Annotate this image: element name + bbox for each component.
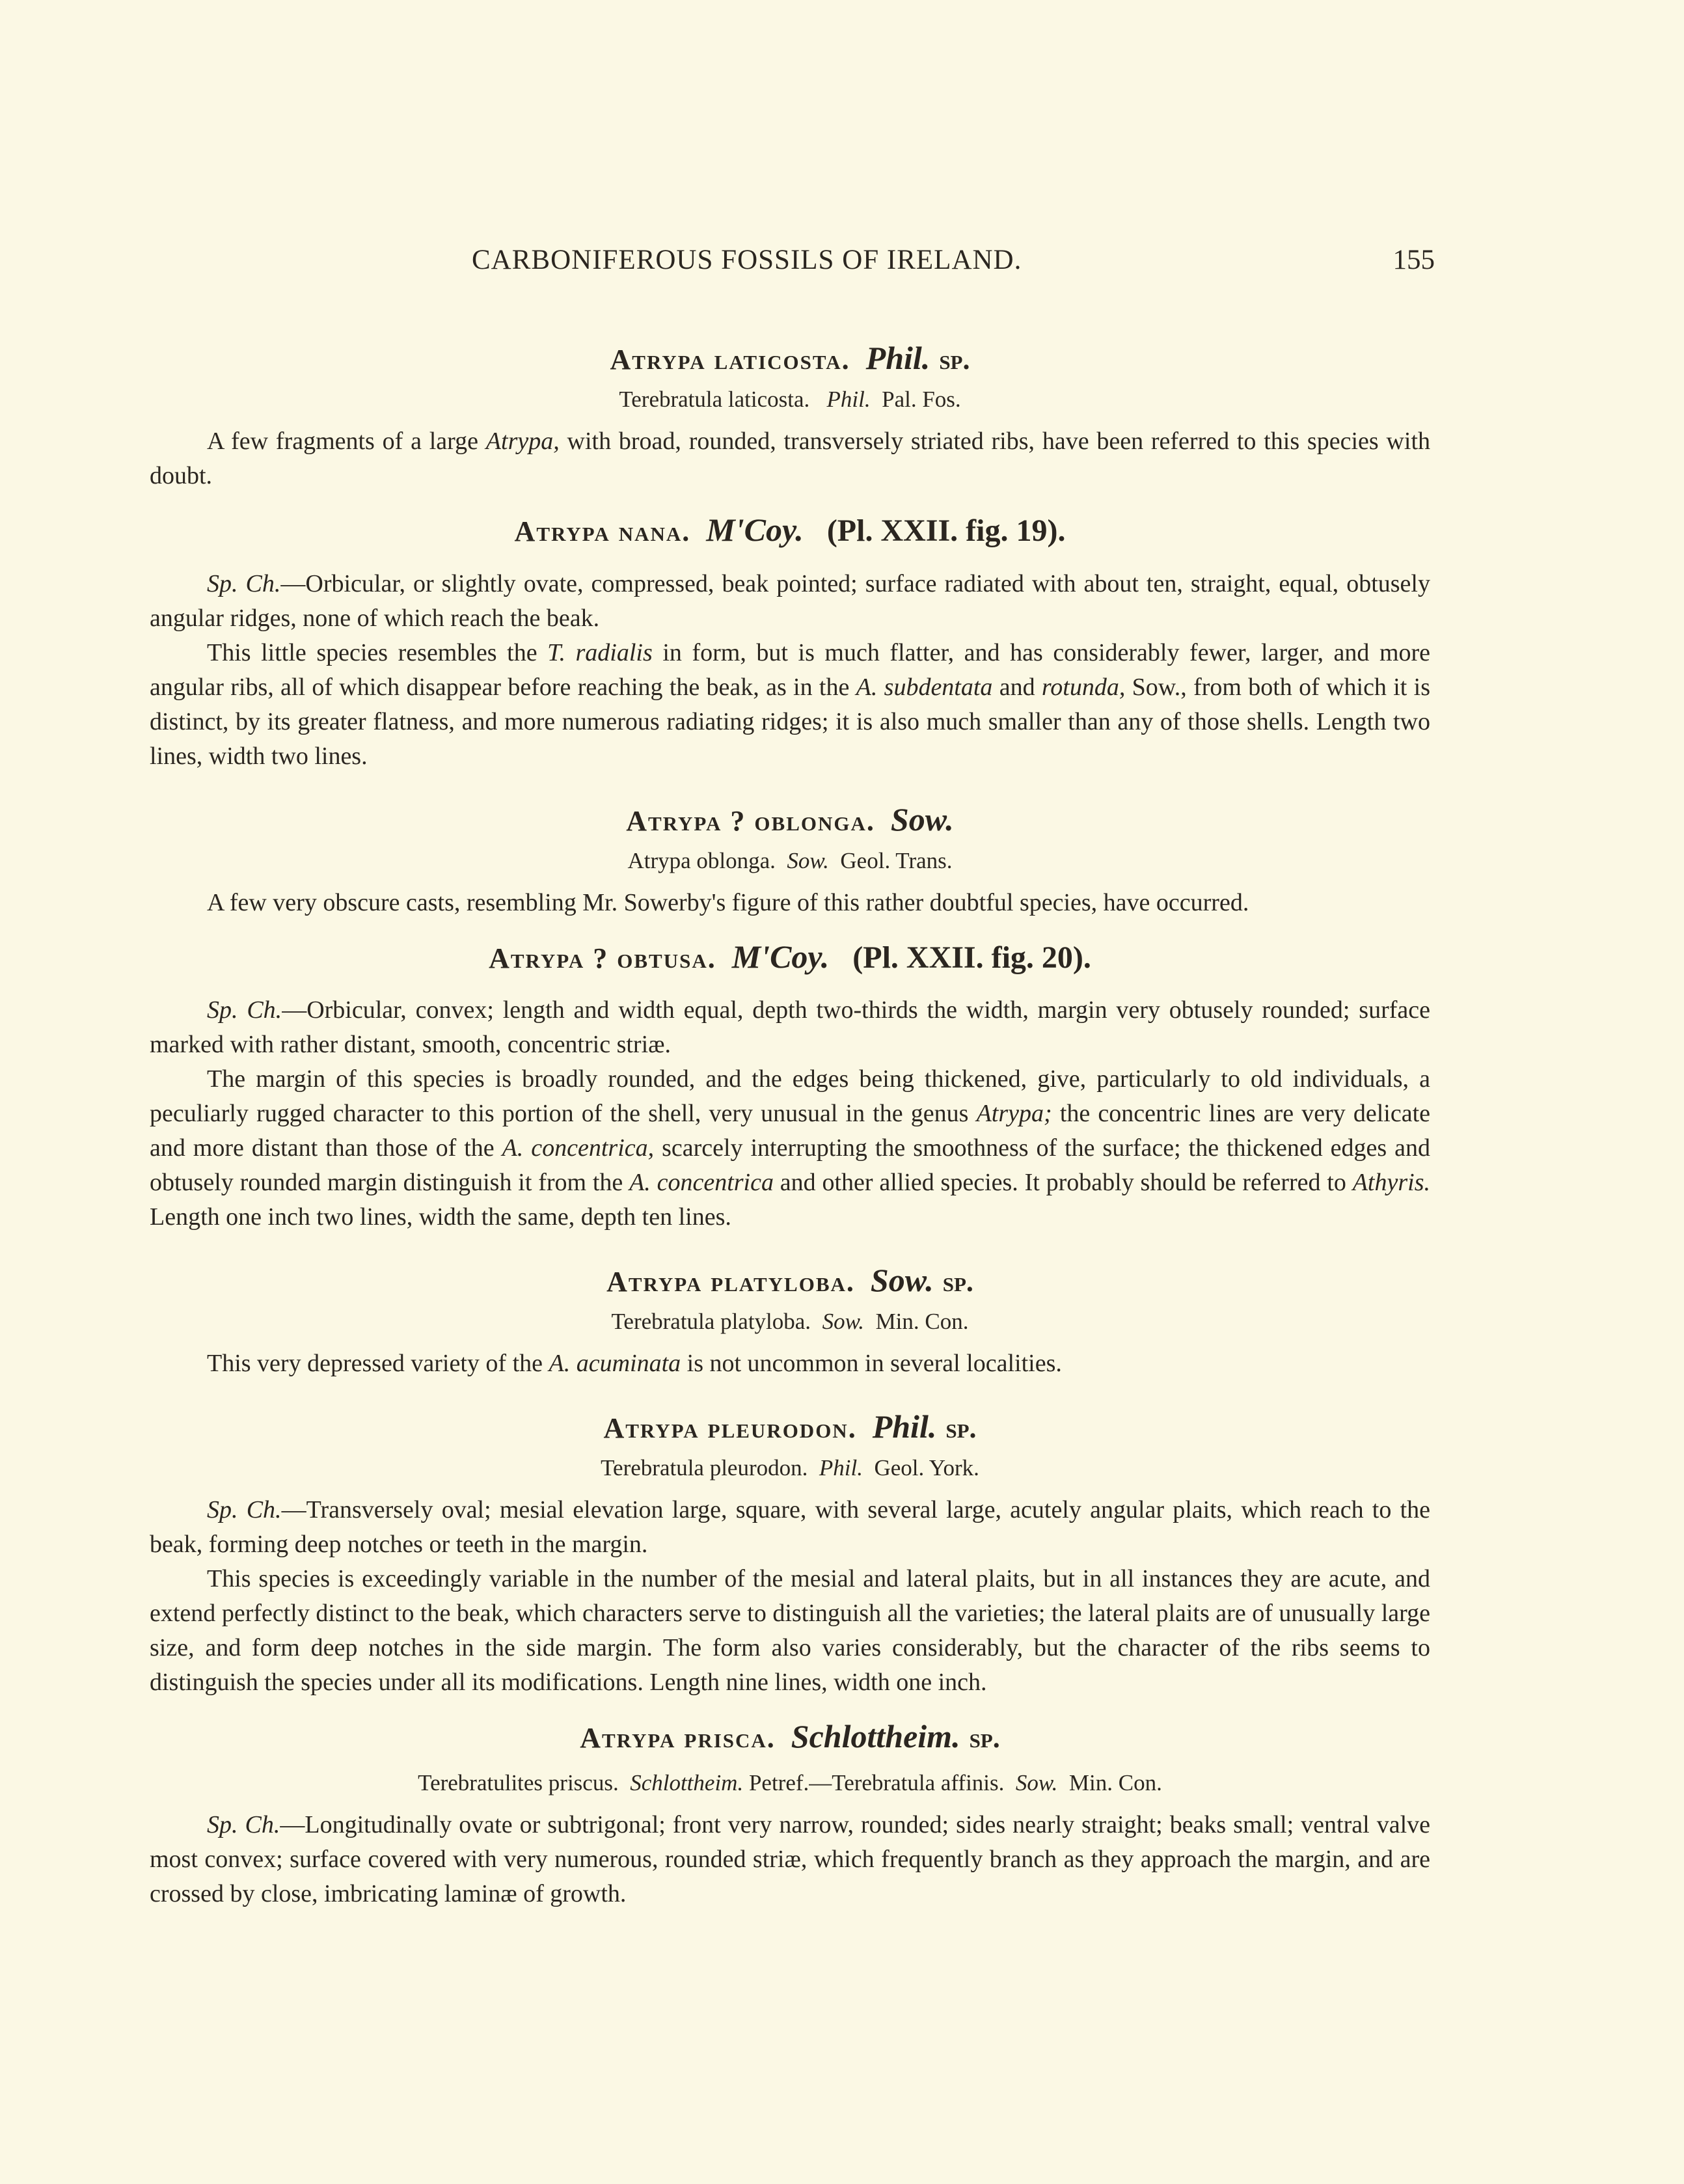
page-number: 155 bbox=[1392, 245, 1435, 275]
species-heading-oblonga: Atrypa ? oblonga. Sow. bbox=[626, 800, 954, 838]
synonym-line: Terebratula platyloba. Sow. Min. Con. bbox=[611, 1309, 969, 1335]
running-title: CARBONIFEROUS FOSSILS OF IRELAND. bbox=[472, 245, 1022, 275]
species-heading-obtusa: Atrypa ? obtusa. M'Coy. (Pl. XXII. fig. 20). bbox=[489, 938, 1091, 975]
species-heading-platyloba: Atrypa platyloba. Sow. sp. bbox=[606, 1262, 973, 1299]
synonym-line: Terebratula laticosta. Phil. Pal. Fos. bbox=[619, 387, 961, 412]
species-heading-laticosta: Atrypa laticosta. Phil. sp. bbox=[610, 340, 970, 376]
page-header bbox=[150, 244, 1435, 283]
paragraph: A few fragments of a large Atrypa, with broad, rounded, transversely striated ribs, have been referred to this species with doubt. bbox=[150, 428, 1431, 489]
synonym-line: Terebratulites priscus. Schlottheim. Petref.—Terebratula affinis. Sow. Min. Con. bbox=[418, 1770, 1162, 1796]
paragraph: Sp. Ch.—Transversely oval; mesial elevation large, square, with several large, acutely angular plaits, which reach to the beak, forming deep notches or teeth in the margin. bbox=[150, 1496, 1430, 1559]
page-content bbox=[150, 338, 1430, 1911]
paragraph: This very depressed variety of the A. acuminata is not uncommon in several localities. bbox=[207, 1350, 1062, 1378]
species-heading-nana: Atrypa nana. M'Coy. (Pl. XXII. fig. 19). bbox=[514, 512, 1066, 548]
paragraph: This little species resembles the T. radialis in form, but is much flatter, and has considerably fewer, larger, and more angular ribs, all of which disappear before reaching the beak, as in the A. subdentata and rotunda, Sow., from both of which it is distinct, by its greater flatness, and more numerous radiating ridges; it is also much smaller than any of those shells. Length two lines, width two lines. bbox=[150, 638, 1431, 770]
paragraph: Sp. Ch.—Longitudinally ovate or subtrigonal; front very narrow, rounded; sides nearly straight; beaks small; ventral valve most convex; surface covered with very numerous, rounded striæ, which frequently branch as they approach the margin, and are crossed by close, imbricating laminæ of growth. bbox=[150, 1811, 1430, 1908]
paragraph: The margin of this species is broadly rounded, and the edges being thickened, give, particularly to old individuals, a peculiarly rugged character to this portion of the shell, very unusual in the genus Atrypa; the concentric lines are very delicate and more distant than those of the A. concentrica, scarcely interrupting the smoothness of the surface; the thickened edges and obtusely rounded margin distinguish it from the A. concentrica and other allied species. It probably should be referred to Athyris. Length one inch two lines, width the same, depth ten lines. bbox=[150, 1065, 1430, 1231]
synonym-line: Terebratula pleurodon. Phil. Geol. York. bbox=[601, 1455, 979, 1481]
species-heading-pleurodon: Atrypa pleurodon. Phil. sp. bbox=[603, 1408, 977, 1445]
paragraph: This species is exceedingly variable in the number of the mesial and lateral plaits, but in all instances they are acute, and extend perfectly distinct to the beak, which characters serve to distinguish all the varieties; the lateral plaits are of unusually large size, and form deep notches in the side margin. The form also varies considerably, but the character of the ribs seems to distinguish the species under all its modifications. Length nine lines, width one inch. bbox=[150, 1565, 1430, 1697]
paragraph: Sp. Ch.—Orbicular, convex; length and width equal, depth two-thirds the width, margin very obtusely rounded; surface marked with rather distant, smooth, concentric striæ. bbox=[150, 996, 1430, 1059]
species-heading-prisca: Atrypa prisca. Schlottheim. sp. bbox=[580, 1718, 1000, 1755]
paragraph: A few very obscure casts, resembling Mr. Sowerby's figure of this rather doubtful species, have occurred. bbox=[207, 888, 1249, 916]
paragraph: Sp. Ch.—Orbicular, or slightly ovate, compressed, beak pointed; surface radiated with about ten, straight, equal, obtusely angular ridges, none of which reach the beak. bbox=[150, 569, 1430, 632]
synonym-line: Atrypa oblonga. Sow. Geol. Trans. bbox=[627, 847, 953, 873]
